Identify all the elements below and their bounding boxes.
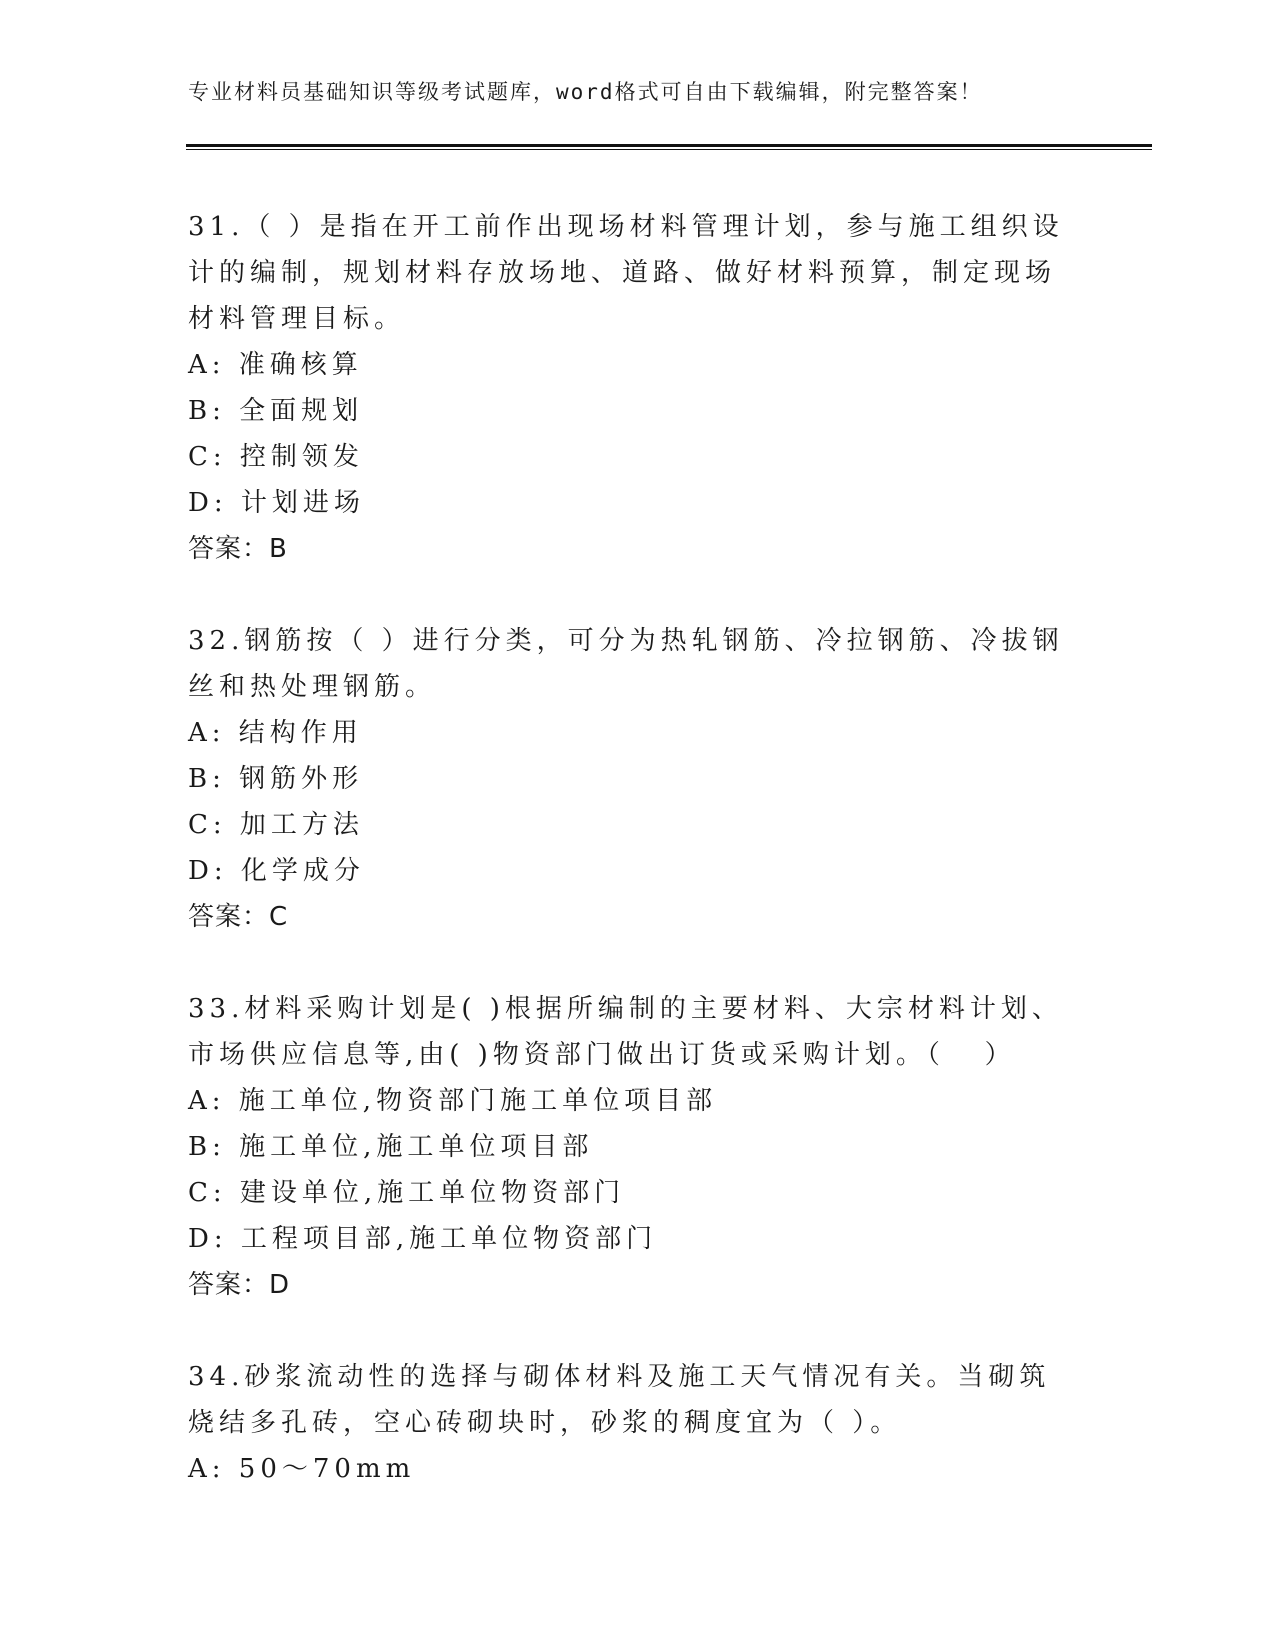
option-d: D: 工程项目部,施工单位物资部门 bbox=[188, 1224, 658, 1254]
option-b: B: 钢筋外形 bbox=[188, 764, 364, 794]
question-spacer bbox=[188, 572, 1088, 618]
option-a: A: 50～70mm bbox=[188, 1454, 416, 1484]
answer-line: 答案：B bbox=[188, 534, 288, 564]
option-b: B: 施工单位,施工单位项目部 bbox=[188, 1132, 594, 1162]
header-rule bbox=[186, 144, 1152, 147]
option-c: C: 加工方法 bbox=[188, 810, 364, 840]
option-a: A: 施工单位,物资部门施工单位项目部 bbox=[188, 1086, 718, 1116]
question-stem: 31.（ ）是指在开工前作出现场材料管理计划，参与施工组织设计的编制，规划材料存放场地、道路、做好材料预算，制定现场材料管理目标。 bbox=[188, 212, 1064, 334]
page-header: 专业材料员基础知识等级考试题库，word格式可自由下载编辑，附完整答案！ bbox=[188, 80, 983, 104]
option-c: C: 控制领发 bbox=[188, 442, 364, 472]
header-rule-thin bbox=[186, 149, 1152, 150]
option-c: C: 建设单位,施工单位物资部门 bbox=[188, 1178, 626, 1208]
question-32 bbox=[188, 618, 1088, 940]
question-spacer bbox=[188, 1308, 1088, 1354]
option-b: B: 全面规划 bbox=[188, 396, 364, 426]
question-33 bbox=[188, 986, 1088, 1308]
question-stem: 33.材料采购计划是( )根据所编制的主要材料、大宗材料计划、市场供应信息等,由( )物资部门做出订货或采购计划。（ ） bbox=[188, 994, 1063, 1070]
answer-line: 答案：D bbox=[188, 1270, 291, 1300]
question-stem: 34.砂浆流动性的选择与砌体材料及施工天气情况有关。当砌筑烧结多孔砖，空心砖砌块时，砂浆的稠度宜为（ ）。 bbox=[188, 1362, 1051, 1438]
question-list bbox=[188, 204, 1088, 1492]
option-a: A: 结构作用 bbox=[188, 718, 363, 748]
answer-line: 答案：C bbox=[188, 902, 289, 932]
question-31 bbox=[188, 204, 1088, 572]
question-34 bbox=[188, 1354, 1088, 1492]
question-spacer bbox=[188, 940, 1088, 986]
option-d: D: 计划进场 bbox=[188, 488, 365, 518]
option-d: D: 化学成分 bbox=[188, 856, 365, 886]
question-stem: 32.钢筋按（ ）进行分类，可分为热轧钢筋、冷拉钢筋、冷拔钢丝和热处理钢筋。 bbox=[188, 626, 1064, 702]
option-a: A: 准确核算 bbox=[188, 350, 363, 380]
